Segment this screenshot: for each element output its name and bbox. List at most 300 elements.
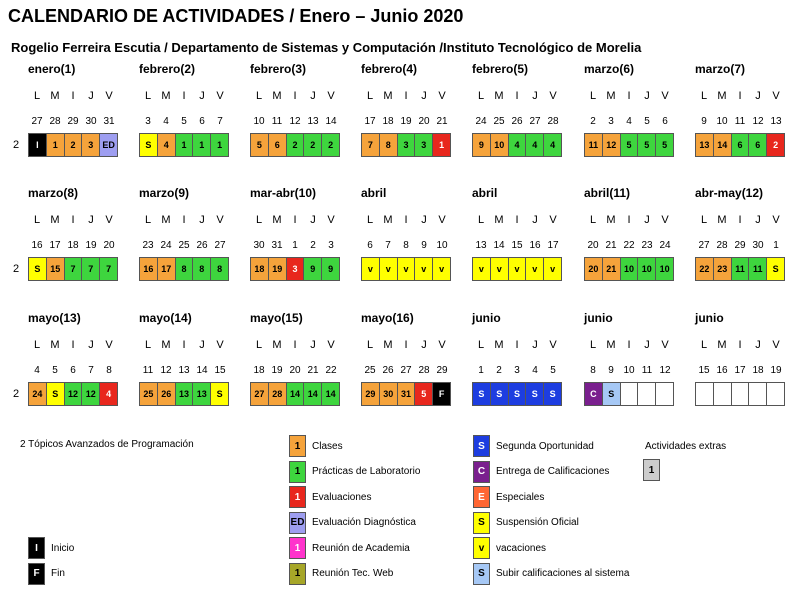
date-number: 25 — [493, 116, 505, 127]
activity-cell: S — [29, 258, 47, 280]
week-label: junio — [584, 311, 613, 325]
activity-cells — [250, 382, 340, 406]
activity-cell: 4 — [100, 383, 117, 405]
date-row — [361, 116, 451, 127]
activity-cell: 9 — [473, 134, 491, 156]
activity-cell: 26 — [158, 383, 176, 405]
legend-swatch: 1 — [289, 486, 306, 508]
date-number: 5 — [52, 365, 58, 376]
date-number: 24 — [659, 240, 671, 251]
weekday-letter: I — [293, 214, 297, 226]
activity-cell: 7 — [65, 258, 83, 280]
activity-cell: 20 — [585, 258, 603, 280]
weekday-letter: M — [606, 214, 616, 226]
activity-cell: 1 — [433, 134, 450, 156]
legend-label: Especiales — [496, 491, 545, 503]
date-row — [28, 116, 118, 127]
date-number: 21 — [307, 365, 319, 376]
date-number: 8 — [590, 365, 596, 376]
weekday-letter: M — [50, 214, 60, 226]
week-label: mayo(15) — [250, 311, 303, 325]
activity-cell: 31 — [398, 383, 416, 405]
date-number: 13 — [307, 116, 319, 127]
date-number: 14 — [325, 116, 337, 127]
weekday-letter: I — [627, 339, 631, 351]
weekday-letter: I — [71, 90, 75, 102]
activity-cell: 29 — [362, 383, 380, 405]
date-number: 18 — [382, 116, 394, 127]
weekday-letter: L — [700, 214, 708, 226]
weekday-letter: I — [71, 339, 75, 351]
activity-cell — [638, 383, 656, 405]
legend-swatch: 1 — [289, 563, 306, 585]
activity-cell: 16 — [140, 258, 158, 280]
date-number: 3 — [608, 116, 614, 127]
activity-cells — [139, 382, 229, 406]
week-block — [250, 186, 354, 274]
date-row — [695, 240, 785, 251]
weekday-letter: L — [700, 339, 708, 351]
date-row — [584, 365, 674, 376]
date-number: 21 — [605, 240, 617, 251]
date-number: 2 — [496, 365, 502, 376]
weekday-letter: I — [738, 214, 742, 226]
activity-cell: S — [767, 258, 784, 280]
date-number: 24 — [475, 116, 487, 127]
weekday-letter: L — [366, 214, 374, 226]
date-number: 5 — [644, 116, 650, 127]
weekday-letter: M — [272, 339, 282, 351]
date-number: 11 — [641, 365, 653, 376]
date-number: 13 — [475, 240, 487, 251]
activity-cell: 14 — [287, 383, 305, 405]
activity-cell: S — [544, 383, 561, 405]
activity-cell: S — [47, 383, 65, 405]
weekday-letter: V — [661, 90, 669, 102]
legend-item — [289, 563, 393, 585]
weekday-letter: L — [366, 90, 374, 102]
weekday-letter: L — [700, 90, 708, 102]
weekday-header — [695, 214, 785, 226]
activity-cell: 1 — [193, 134, 211, 156]
page-subtitle: Rogelio Ferreira Escutia / Departamento de Sistemas y Computación /Instituto Tecnológico de Morelia — [11, 40, 642, 55]
weekday-letter: M — [494, 339, 504, 351]
activity-cells — [584, 257, 674, 281]
activity-cell: 4 — [509, 134, 527, 156]
date-number: 15 — [511, 240, 523, 251]
activity-cell — [767, 383, 784, 405]
weekday-letter: I — [627, 90, 631, 102]
date-number: 20 — [587, 240, 599, 251]
date-number: 1 — [773, 240, 779, 251]
weekday-letter: J — [199, 339, 205, 351]
legend-label: Inicio — [51, 542, 75, 554]
weekday-letter: M — [606, 339, 616, 351]
week-label: enero(1) — [28, 62, 76, 76]
legend-item — [473, 537, 546, 559]
legend-swatch: 1 — [289, 537, 306, 559]
activity-cell: 12 — [603, 134, 621, 156]
date-number: 16 — [31, 240, 43, 251]
date-number: 16 — [529, 240, 541, 251]
weekday-letter: I — [182, 214, 186, 226]
activity-cells — [28, 257, 118, 281]
activity-cell: F — [433, 383, 450, 405]
legend-swatch: E — [473, 486, 490, 508]
activity-cells — [361, 257, 451, 281]
legend-swatch: F — [28, 563, 45, 585]
weekday-letter: I — [404, 339, 408, 351]
weekday-letter: L — [33, 339, 41, 351]
activity-cells — [361, 133, 451, 157]
activity-cell: 6 — [749, 134, 767, 156]
weekday-letter: L — [255, 339, 263, 351]
weekday-letter: L — [477, 339, 485, 351]
weekday-letter: J — [421, 214, 427, 226]
date-number: 30 — [253, 240, 265, 251]
weekday-letter: J — [88, 339, 94, 351]
legend-swatch: C — [473, 461, 490, 483]
date-number: 1 — [478, 365, 484, 376]
legend-label: vacaciones — [496, 542, 547, 554]
activity-cell: S — [473, 383, 491, 405]
date-number: 18 — [67, 240, 79, 251]
weekday-letter: M — [383, 339, 393, 351]
date-number: 7 — [88, 365, 94, 376]
activity-cell: v — [380, 258, 398, 280]
week-label: mayo(16) — [361, 311, 414, 325]
activity-cell — [656, 383, 673, 405]
week-label: febrero(4) — [361, 62, 418, 76]
activity-cell: 8 — [380, 134, 398, 156]
legend-label: Entrega de Calificaciones — [496, 466, 610, 477]
activity-cell: 5 — [621, 134, 639, 156]
date-number: 16 — [716, 365, 728, 376]
activity-cell: 9 — [322, 258, 339, 280]
date-number: 4 — [163, 116, 169, 127]
weekday-letter: V — [438, 90, 446, 102]
date-row — [28, 365, 118, 376]
date-row — [472, 240, 562, 251]
weekday-letter: V — [216, 90, 224, 102]
activity-cell: 2 — [304, 134, 322, 156]
weekday-letter: M — [717, 214, 727, 226]
activity-cell: 13 — [696, 134, 714, 156]
row-label: 2 — [13, 388, 20, 400]
legend-item — [473, 435, 594, 457]
date-number: 19 — [400, 116, 412, 127]
weekday-header — [28, 90, 118, 102]
week-label: abril(11) — [584, 186, 631, 200]
date-number: 11 — [734, 116, 746, 127]
weekday-letter: M — [50, 339, 60, 351]
legend-item — [289, 537, 410, 559]
week-block — [361, 311, 465, 399]
weekday-letter: I — [293, 339, 297, 351]
activity-cell: 12 — [65, 383, 83, 405]
activity-cell: I — [29, 134, 47, 156]
weekday-header — [139, 214, 229, 226]
weekday-letter: J — [532, 339, 538, 351]
legend-label: Clases — [312, 440, 343, 452]
weekday-letter: J — [755, 339, 761, 351]
date-row — [28, 240, 118, 251]
activity-cell: 5 — [656, 134, 673, 156]
weekday-letter: V — [549, 214, 557, 226]
date-number: 11 — [271, 116, 283, 127]
date-number: 30 — [752, 240, 764, 251]
activity-cell: 8 — [211, 258, 228, 280]
date-row — [361, 240, 451, 251]
date-row — [139, 116, 229, 127]
week-label: marzo(8) — [28, 186, 79, 200]
activity-cells — [584, 133, 674, 157]
week-block — [250, 62, 354, 150]
activity-cell: 12 — [82, 383, 100, 405]
week-label: mar-abr(10) — [250, 186, 317, 200]
week-block — [361, 62, 465, 150]
date-number: 29 — [734, 240, 746, 251]
legend-label: Subir calificaciones al sistema — [496, 568, 630, 579]
weekday-header — [361, 214, 451, 226]
weekday-letter: J — [199, 214, 205, 226]
activity-cells — [250, 257, 340, 281]
week-label: abr-may(12) — [695, 186, 764, 200]
activity-cell: 14 — [304, 383, 322, 405]
activity-cell: 3 — [287, 258, 305, 280]
weekday-letter: V — [327, 90, 335, 102]
weekday-letter: I — [515, 214, 519, 226]
weekday-letter: I — [627, 214, 631, 226]
date-number: 8 — [106, 365, 112, 376]
weekday-letter: V — [772, 339, 780, 351]
weekday-header — [584, 90, 674, 102]
activity-cell: v — [433, 258, 450, 280]
date-number: 26 — [511, 116, 523, 127]
weekday-header — [472, 214, 562, 226]
date-number: 10 — [253, 116, 265, 127]
activity-cell: 13 — [193, 383, 211, 405]
date-number: 20 — [103, 240, 115, 251]
week-label: febrero(5) — [472, 62, 529, 76]
date-number: 6 — [367, 240, 373, 251]
activity-cell: 4 — [158, 134, 176, 156]
activity-cell: C — [585, 383, 603, 405]
weekday-letter: J — [644, 90, 650, 102]
activity-cell: 3 — [82, 134, 100, 156]
date-number: 31 — [271, 240, 283, 251]
week-block — [28, 62, 132, 150]
weekday-letter: I — [404, 90, 408, 102]
week-label: marzo(6) — [584, 62, 635, 76]
activity-cell: 2 — [287, 134, 305, 156]
date-number: 9 — [701, 116, 707, 127]
weekday-letter: J — [199, 90, 205, 102]
weekday-header — [584, 214, 674, 226]
date-number: 14 — [493, 240, 505, 251]
date-number: 17 — [364, 116, 376, 127]
legend-swatch: I — [28, 537, 45, 559]
weekday-letter: L — [33, 214, 41, 226]
date-number: 15 — [698, 365, 710, 376]
date-number: 28 — [418, 365, 430, 376]
activity-cells — [361, 382, 451, 406]
weekday-letter: V — [661, 339, 669, 351]
weekday-letter: L — [255, 90, 263, 102]
activity-cell: 15 — [47, 258, 65, 280]
week-label: mayo(13) — [28, 311, 81, 325]
legend-item — [28, 563, 65, 585]
date-number: 12 — [752, 116, 764, 127]
weekday-header — [695, 90, 785, 102]
weekday-letter: V — [327, 214, 335, 226]
weekday-letter: L — [477, 214, 485, 226]
weekday-letter: I — [71, 214, 75, 226]
activity-cell: 23 — [714, 258, 732, 280]
date-row — [584, 240, 674, 251]
date-number: 22 — [325, 365, 337, 376]
weekday-letter: M — [272, 90, 282, 102]
activity-cell: 14 — [714, 134, 732, 156]
date-row — [695, 116, 785, 127]
activity-cell: S — [491, 383, 509, 405]
activity-cell: 17 — [158, 258, 176, 280]
activity-cell: v — [473, 258, 491, 280]
activity-cell: S — [211, 383, 228, 405]
date-row — [472, 365, 562, 376]
date-row — [250, 116, 340, 127]
activity-cells — [472, 382, 562, 406]
activity-cell: 2 — [767, 134, 784, 156]
activity-cell: v — [509, 258, 527, 280]
date-number: 1 — [292, 240, 298, 251]
date-number: 28 — [49, 116, 61, 127]
legend-item — [289, 486, 371, 508]
legend-item — [473, 563, 629, 585]
week-block — [361, 186, 465, 274]
date-number: 25 — [364, 365, 376, 376]
activity-cell: 27 — [251, 383, 269, 405]
legend-swatch: S — [473, 435, 490, 457]
weekday-letter: V — [772, 90, 780, 102]
weekday-header — [695, 339, 785, 351]
weekday-letter: M — [50, 90, 60, 102]
week-block — [250, 311, 354, 399]
activity-cell: 3 — [398, 134, 416, 156]
weekday-letter: J — [421, 339, 427, 351]
date-number: 27 — [698, 240, 710, 251]
weekday-letter: I — [293, 90, 297, 102]
activity-cell: 1 — [176, 134, 194, 156]
date-row — [361, 365, 451, 376]
date-number: 9 — [608, 365, 614, 376]
date-number: 23 — [641, 240, 653, 251]
weekday-letter: J — [310, 339, 316, 351]
activity-cell: S — [603, 383, 621, 405]
activity-cell: v — [398, 258, 416, 280]
activity-cells — [139, 133, 229, 157]
activity-cell: 7 — [362, 134, 380, 156]
activity-cell — [749, 383, 767, 405]
date-number: 13 — [178, 365, 190, 376]
row-label: 2 — [13, 139, 20, 151]
weekday-letter: L — [144, 214, 152, 226]
activity-cell: 10 — [638, 258, 656, 280]
legend-item — [289, 461, 420, 483]
date-row — [139, 365, 229, 376]
week-block — [584, 311, 688, 399]
weekday-letter: J — [88, 90, 94, 102]
date-number: 17 — [49, 240, 61, 251]
date-number: 29 — [67, 116, 79, 127]
weekday-letter: J — [644, 214, 650, 226]
weekday-letter: M — [494, 90, 504, 102]
legend-item — [473, 486, 544, 508]
week-block — [28, 311, 132, 399]
activity-cells — [139, 257, 229, 281]
week-block — [695, 311, 799, 391]
activity-cell: 2 — [65, 134, 83, 156]
activity-cell: 13 — [176, 383, 194, 405]
date-number: 26 — [382, 365, 394, 376]
date-number: 25 — [178, 240, 190, 251]
date-row — [250, 365, 340, 376]
weekday-letter: L — [589, 214, 597, 226]
week-label: junio — [472, 311, 501, 325]
date-number: 5 — [181, 116, 187, 127]
activity-cell: 10 — [491, 134, 509, 156]
legend-label: Evaluación Diagnóstica — [312, 517, 416, 528]
weekday-letter: V — [327, 339, 335, 351]
week-label: mayo(14) — [139, 311, 192, 325]
weekday-letter: M — [161, 339, 171, 351]
date-number: 10 — [623, 365, 635, 376]
weekday-letter: M — [272, 214, 282, 226]
weekday-letter: J — [310, 90, 316, 102]
weekday-letter: J — [421, 90, 427, 102]
date-number: 28 — [547, 116, 559, 127]
weekday-header — [361, 339, 451, 351]
activity-cell: 30 — [380, 383, 398, 405]
legend-label: Segunda Oportunidad — [496, 440, 594, 452]
activity-cell: 11 — [749, 258, 767, 280]
week-block — [695, 186, 799, 274]
legend-label: Suspensión Oficial — [496, 517, 579, 528]
weekday-letter: L — [144, 339, 152, 351]
week-block — [139, 311, 243, 399]
date-row — [472, 116, 562, 127]
activity-cell: v — [491, 258, 509, 280]
week-block — [28, 186, 132, 274]
weekday-letter: V — [438, 339, 446, 351]
activity-cell: 2 — [322, 134, 339, 156]
activity-cell: 3 — [415, 134, 433, 156]
weekday-letter: L — [589, 339, 597, 351]
weekday-letter: M — [717, 339, 727, 351]
activity-cell: 4 — [526, 134, 544, 156]
row-label: 2 — [13, 263, 20, 275]
weekday-header — [28, 339, 118, 351]
weekday-letter: L — [33, 90, 41, 102]
weekday-header — [472, 90, 562, 102]
legend-label: Prácticas de Laboratorio — [312, 466, 421, 477]
week-block — [472, 311, 576, 399]
activity-cells — [28, 382, 118, 406]
week-block — [139, 186, 243, 274]
date-number: 4 — [532, 365, 538, 376]
activity-cell: 1 — [47, 134, 65, 156]
date-number: 8 — [403, 240, 409, 251]
